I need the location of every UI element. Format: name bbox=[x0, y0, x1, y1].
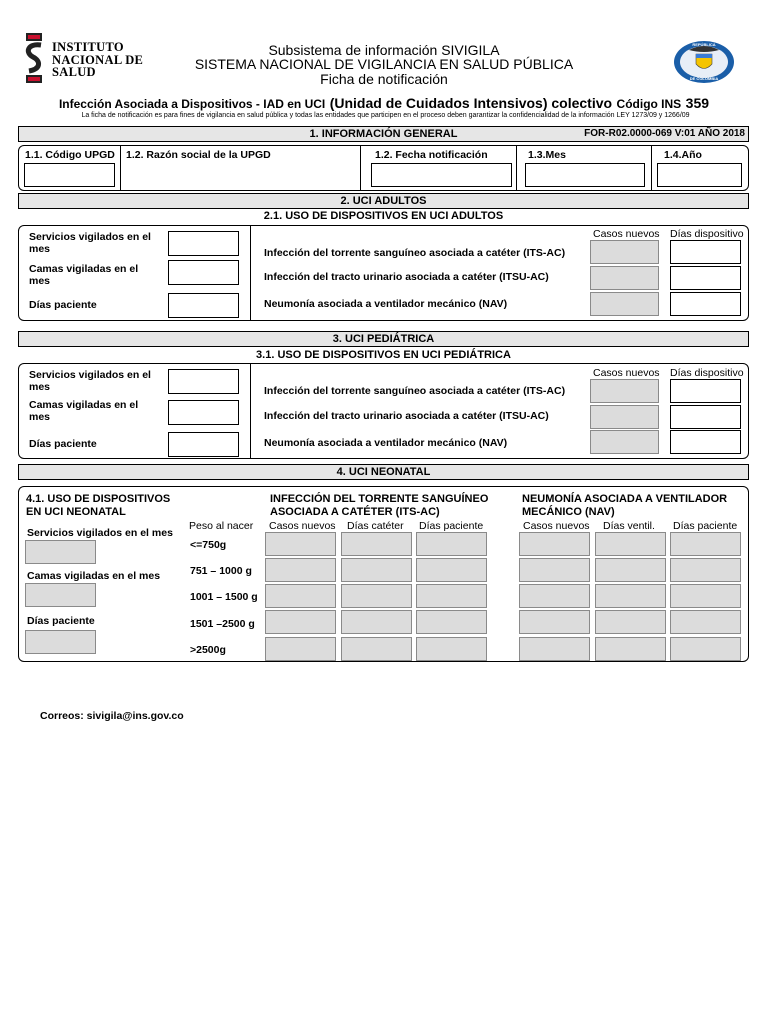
neonatal-subtitle: 4.1. USO DE DISPOSITIVOS EN UCI NEONATAL bbox=[26, 493, 171, 518]
field-label-fecha-notificacion: 1.2. Fecha notificación bbox=[375, 149, 488, 161]
neonatal-nav-dias-paciente-row-1-input[interactable] bbox=[670, 532, 741, 556]
neonatal-nav-dias-ventil-row-1-input[interactable] bbox=[595, 532, 666, 556]
neonatal-servicios-input[interactable] bbox=[25, 540, 96, 564]
section3-panel bbox=[18, 363, 749, 459]
field-label-codigo-upgd: 1.1. Código UPGD bbox=[25, 149, 115, 161]
adultos-nav-casos-input[interactable] bbox=[590, 292, 659, 316]
pediatrica-nav-casos-input[interactable] bbox=[590, 430, 659, 454]
adultos-dias-paciente-input[interactable] bbox=[168, 293, 239, 318]
neonatal-label-dias-paciente: Días paciente bbox=[27, 615, 95, 627]
pediatrica-label-its-ac: Infección del torrente sanguíneo asociada a catéter (ITS-AC) bbox=[264, 385, 566, 397]
neonatal-its-dias-paciente-row-4-input[interactable] bbox=[416, 610, 487, 634]
pediatrica-label-servicios: Servicios vigilados en el mes bbox=[29, 369, 151, 393]
pediatrica-dias-paciente-input[interactable] bbox=[168, 432, 239, 457]
neonatal-nav-dias-ventil-row-5-input[interactable] bbox=[595, 637, 666, 661]
pediatrica-its-dias-input[interactable] bbox=[670, 379, 741, 403]
its-col-dias-cateter: Días catéter bbox=[347, 520, 404, 532]
section2-title: 2. UCI ADULTOS bbox=[340, 195, 427, 207]
pediatrica-nav-dias-input[interactable] bbox=[670, 430, 741, 454]
adultos-its-casos-input[interactable] bbox=[590, 240, 659, 264]
section4-title: 4. UCI NEONATAL bbox=[336, 466, 431, 478]
neonatal-nav-dias-paciente-row-5-input[interactable] bbox=[670, 637, 741, 661]
neonatal-nav-casos-row-5-input[interactable] bbox=[519, 637, 590, 661]
weight-row-5: >2500g bbox=[190, 644, 226, 656]
neonatal-nav-dias-ventil-row-4-input[interactable] bbox=[595, 610, 666, 634]
divider bbox=[651, 146, 652, 190]
pediatrica-itsu-casos-input[interactable] bbox=[590, 405, 659, 429]
adultos-label-camas: Camas vigiladas en el mes bbox=[29, 263, 139, 287]
neonatal-nav-dias-paciente-row-3-input[interactable] bbox=[670, 584, 741, 608]
pediatrica-label-nav: Neumonía asociada a ventilador mecánico (NAV) bbox=[264, 437, 508, 449]
adultos-label-servicios: Servicios vigilados en el mes bbox=[29, 231, 151, 255]
header-line-2: SISTEMA NACIONAL DE VIGILANCIA EN SALUD PÚBLICA bbox=[194, 56, 574, 72]
adultos-nav-dias-input[interactable] bbox=[670, 292, 741, 316]
adultos-label-dias-paciente: Días paciente bbox=[29, 299, 97, 311]
nav-col-dias-ventil: Días ventil. bbox=[603, 520, 655, 532]
field-label-ano: 1.4.Año bbox=[664, 149, 702, 161]
section4-panel bbox=[18, 486, 749, 662]
form-code: FOR-R02.0000-069 V:01 AÑO 2018 bbox=[584, 128, 745, 139]
neonatal-its-casos-row-2-input[interactable] bbox=[265, 558, 336, 582]
header-line-3: Ficha de notificación bbox=[320, 71, 448, 87]
neonatal-its-dias-cateter-row-4-input[interactable] bbox=[341, 610, 412, 634]
pediatrica-its-casos-input[interactable] bbox=[590, 379, 659, 403]
neonatal-its-dias-cateter-row-5-input[interactable] bbox=[341, 637, 412, 661]
pediatrica-label-itsu-ac: Infección del tracto urinario asociada a catéter (ITSU-AC) bbox=[264, 410, 549, 422]
divider bbox=[250, 364, 251, 458]
section2-panel bbox=[18, 225, 749, 321]
neonatal-its-casos-row-1-input[interactable] bbox=[265, 532, 336, 556]
weight-row-2: 751 – 1000 g bbox=[190, 565, 252, 577]
pediatrica-label-camas: Camas vigiladas en el mes bbox=[29, 399, 139, 423]
nav-title: NEUMONÍA ASOCIADA A VENTILADOR MECÁNICO (NAV) bbox=[522, 493, 728, 518]
neonatal-its-dias-cateter-row-3-input[interactable] bbox=[341, 584, 412, 608]
title-part-b: (Unidad de Cuidados Intensivos) colectivo bbox=[329, 95, 613, 111]
neonatal-nav-casos-row-1-input[interactable] bbox=[519, 532, 590, 556]
neonatal-label-servicios: Servicios vigilados en el mes bbox=[27, 527, 173, 539]
neonatal-nav-dias-ventil-row-3-input[interactable] bbox=[595, 584, 666, 608]
header-line-1: Subsistema de información SIVIGILA bbox=[268, 42, 500, 58]
pediatrica-label-dias-paciente: Días paciente bbox=[29, 438, 97, 450]
adultos-col-casos-nuevos: Casos nuevos bbox=[593, 228, 660, 240]
neonatal-nav-casos-row-2-input[interactable] bbox=[519, 558, 590, 582]
section3-bar bbox=[18, 331, 749, 347]
adultos-label-nav: Neumonía asociada a ventilador mecánico (NAV) bbox=[264, 298, 508, 310]
seal-top-text: REPÚBLICA bbox=[692, 42, 716, 47]
neonatal-camas-input[interactable] bbox=[25, 583, 96, 607]
weight-row-3: 1001 – 1500 g bbox=[190, 591, 258, 603]
neonatal-its-casos-row-3-input[interactable] bbox=[265, 584, 336, 608]
colombia-seal bbox=[673, 40, 735, 84]
neonatal-its-dias-paciente-row-5-input[interactable] bbox=[416, 637, 487, 661]
neonatal-label-camas: Camas vigiladas en el mes bbox=[27, 570, 161, 582]
neonatal-nav-casos-row-3-input[interactable] bbox=[519, 584, 590, 608]
section2-subtitle: 2.1. USO DE DISPOSITIVOS EN UCI ADULTOS bbox=[263, 210, 504, 222]
divider bbox=[120, 146, 121, 190]
divider bbox=[516, 146, 517, 190]
neonatal-nav-dias-paciente-row-4-input[interactable] bbox=[670, 610, 741, 634]
title-part-c: Código INS bbox=[616, 97, 682, 111]
nav-col-dias-paciente: Días paciente bbox=[673, 520, 738, 532]
section3-title: 3. UCI PEDIÁTRICA bbox=[332, 333, 435, 345]
adultos-itsu-dias-input[interactable] bbox=[670, 266, 741, 290]
adultos-label-itsu-ac: Infección del tracto urinario asociada a catéter (ITSU-AC) bbox=[264, 271, 549, 283]
neonatal-its-dias-paciente-row-2-input[interactable] bbox=[416, 558, 487, 582]
weight-header: Peso al nacer bbox=[189, 520, 254, 532]
neonatal-nav-casos-row-4-input[interactable] bbox=[519, 610, 590, 634]
footer-email: Correos: sivigila@ins.gov.co bbox=[40, 710, 184, 722]
neonatal-its-dias-cateter-row-1-input[interactable] bbox=[341, 532, 412, 556]
pediatrica-servicios-input[interactable] bbox=[168, 369, 239, 394]
logo-line-3: SALUD bbox=[52, 65, 96, 79]
fecha-notificacion-input[interactable] bbox=[371, 163, 512, 187]
section1-panel bbox=[18, 145, 749, 191]
neonatal-its-casos-row-4-input[interactable] bbox=[265, 610, 336, 634]
mes-input[interactable] bbox=[525, 163, 645, 187]
its-title: INFECCIÓN DEL TORRENTE SANGUÍNEO ASOCIADA A CATÉTER (ITS-AC) bbox=[270, 493, 489, 518]
pediatrica-col-dias-dispositivo: Días dispositivo bbox=[670, 367, 744, 379]
section1-title: 1. INFORMACIÓN GENERAL bbox=[309, 128, 458, 140]
divider bbox=[250, 226, 251, 320]
its-col-casos-nuevos: Casos nuevos bbox=[269, 520, 336, 532]
seal-bottom-text: DE COLOMBIA bbox=[689, 76, 719, 81]
pediatrica-camas-input[interactable] bbox=[168, 400, 239, 425]
neonatal-its-dias-cateter-row-2-input[interactable] bbox=[341, 558, 412, 582]
title-code: 359 bbox=[685, 95, 710, 111]
section4-bar bbox=[18, 464, 749, 480]
weight-row-4: 1501 –2500 g bbox=[190, 618, 255, 630]
neonatal-nav-dias-paciente-row-2-input[interactable] bbox=[670, 558, 741, 582]
neonatal-its-dias-paciente-row-3-input[interactable] bbox=[416, 584, 487, 608]
section1-bar bbox=[18, 126, 749, 142]
field-label-razon-social: 1.2. Razón social de la UPGD bbox=[126, 149, 271, 161]
adultos-camas-input[interactable] bbox=[168, 260, 239, 285]
pediatrica-col-casos-nuevos: Casos nuevos bbox=[593, 367, 660, 379]
adultos-itsu-casos-input[interactable] bbox=[590, 266, 659, 290]
codigo-upgd-input[interactable] bbox=[24, 163, 115, 187]
neonatal-its-casos-row-5-input[interactable] bbox=[265, 637, 336, 661]
its-col-dias-paciente: Días paciente bbox=[419, 520, 484, 532]
adultos-label-its-ac: Infección del torrente sanguíneo asociada a catéter (ITS-AC) bbox=[264, 247, 566, 259]
logo-line-1: INSTITUTO bbox=[52, 40, 124, 54]
field-label-mes: 1.3.Mes bbox=[528, 149, 566, 161]
neonatal-nav-dias-ventil-row-2-input[interactable] bbox=[595, 558, 666, 582]
nav-col-casos-nuevos: Casos nuevos bbox=[523, 520, 590, 532]
disclaimer: La ficha de notificación es para fines de vigilancia en salud pública y todas las entidades que participen en el proceso deben garantizar la confidencialidad de la información LEY 1273/09 y 1266/09 bbox=[81, 112, 690, 119]
adultos-servicios-input[interactable] bbox=[168, 231, 239, 256]
neonatal-dias-paciente-input[interactable] bbox=[25, 630, 96, 654]
adultos-its-dias-input[interactable] bbox=[670, 240, 741, 264]
ano-input[interactable] bbox=[657, 163, 742, 187]
title-part-a: Infección Asociada a Dispositivos - IAD en UCI bbox=[58, 97, 326, 111]
adultos-col-dias-dispositivo: Días dispositivo bbox=[670, 228, 744, 240]
form-title bbox=[0, 95, 768, 113]
logo-line-2: NACIONAL DE bbox=[52, 52, 144, 67]
divider bbox=[360, 146, 361, 190]
neonatal-its-dias-paciente-row-1-input[interactable] bbox=[416, 532, 487, 556]
weight-row-1: <=750g bbox=[190, 539, 227, 551]
pediatrica-itsu-dias-input[interactable] bbox=[670, 405, 741, 429]
section3-subtitle: 3.1. USO DE DISPOSITIVOS EN UCI PEDIÁTRICA bbox=[256, 349, 511, 361]
section2-bar bbox=[18, 193, 749, 209]
